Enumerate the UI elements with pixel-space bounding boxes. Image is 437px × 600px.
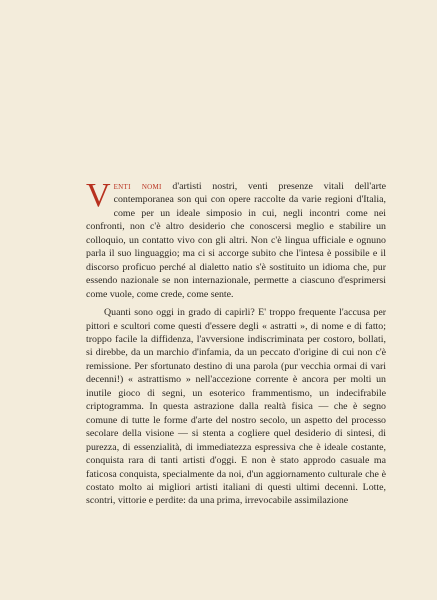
drop-cap: V: [86, 177, 111, 214]
paragraph-1: [86, 177, 386, 301]
body-text: [86, 177, 386, 508]
lead-in-words: enti nomi: [113, 181, 162, 192]
paragraph-2: Quanti sono oggi in grado di capirli? E' troppo frequente l'accusa per pittori e scultori come questi d'essere degli « astratti », di nome e di fatto; troppo facile la diffidenza, l'avversione indiscriminata per costoro, bollati, si direbbe, da un marchio d'infamia, da un peccato d'origine di cui non c'è remissione. Per sfortunato destino di una parola (pur vecchia ormai di vari decenni!) « astrattismo » nell'accezione corrente è ancora per molti un inutile gioco di segni, un esoterico frammentismo, un indecifrabile criptogramma. In questa astrazione dalla realtà fisica — che è segno comune di tutte le forme d'arte del nostro secolo, un aspetto del processo secolare della visione — si stenta a cogliere quel desiderio di sintesi, di purezza, di essenzialità, di immediatezza espressiva che è ideale costante, conquista rara di tanti artisti d'oggi. E non è stato approdo casuale ma faticosa conquista, specialmente da noi, d'un aggiornamento culturale che è costato molto ai migliori artisti italiani di questi ultimi decenni. Lotte, scontri, vittorie e perdite: da una prima, irrevocabile assimilazione: [86, 307, 386, 507]
paragraph-1-text: d'artisti nostri, venti presenze vitali dell'arte contemporanea son qui con opere raccolte da varie regioni d'Italia, come per un ideale simposio in cui, negli incontri come nei confronti, non c'è altro desiderio che conoscersi meglio e stabilire un colloquio, un contatto vivo con gli altri. Non c'è lingua ufficiale e ognuno parla il suo linguaggio; ma ci si accorge subito che l'intesa è possibile e il discorso proficuo perché al dialetto natio s'è sostituito un idioma che, pur essendo nazionale se non internazionale, permette a ciascuno d'esprimersi come vuole, come crede, come sente.: [86, 181, 386, 300]
